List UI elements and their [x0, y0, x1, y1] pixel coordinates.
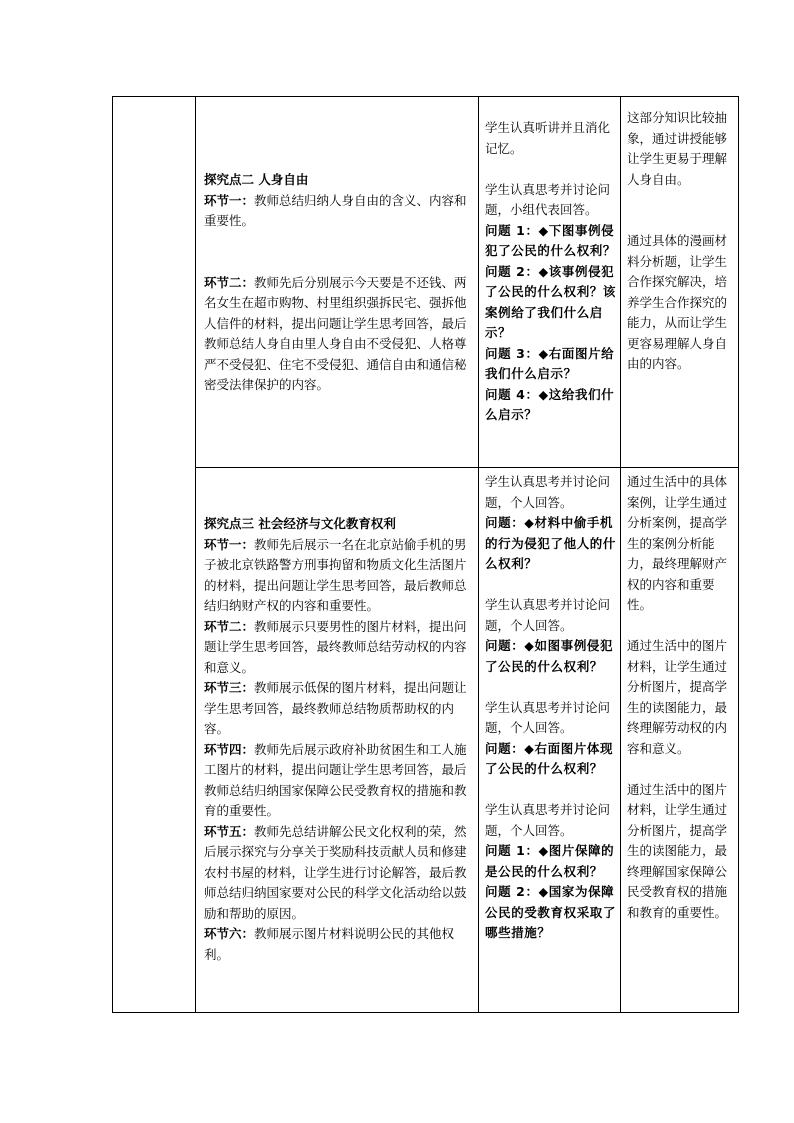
process-step: 环节一：教师总结归纳人身自由的含义、内容和重要性。	[204, 192, 467, 228]
process-step: 环节二：教师展示只要男性的图片材料，提出问题让学生思考回答，最终教师总结劳动权的内容和意义。	[204, 618, 467, 675]
row-divider	[195, 467, 739, 468]
design-intent: 通过生活中的具体案例，让学生通过分析案例，提高学生的案例分析能力，最终理解财产权的内容和重要性。	[627, 474, 728, 612]
row1-process-cell	[204, 170, 472, 396]
design-intent: 通过生活中的图片材料，让学生通过分析图片，提高学生的读图能力，最终理解劳动权的内容和意义。	[627, 638, 728, 756]
row2-process-cell	[204, 514, 472, 965]
design-intent: 通过具体的漫画材料分析题，让学生合作探究解决，培养学生合作探究的能力，从而让学生更容易理解人身自由的内容。	[627, 233, 728, 371]
process-step: 环节四：教师先后展示政府补助贫困生和工人施工图片的材料，提出问题让学生思考回答，最后教师总结归纳国家保障公民受教育权的措施和教育的重要性。	[204, 741, 467, 818]
question: 问题 2：◆国家为保障公民的受教育权采取了哪些措施？	[485, 884, 617, 940]
process-step: 环节一：教师先后展示一名在北京站偷手机的男子被北京铁路警方刑事拘留和物质文化生活图片的材料，提出问题让学生思考回答，最后教师总结归纳财产权的内容和重要性。	[204, 536, 467, 613]
column-line-1	[112, 96, 113, 1013]
section-heading: 探究点三 社会经济与文化教育权利	[204, 516, 396, 531]
student-activity: 学生认真思考并讨论问题，个人回答。	[485, 474, 611, 510]
column-line-2	[195, 96, 196, 1013]
question: 问题：◆如图事例侵犯了公民的什么权利？	[485, 638, 614, 674]
row1-intent-cell	[627, 108, 736, 375]
process-step: 环节三：教师展示低保的图片材料，提出问题让学生思考回答，最终教师总结物质帮助权的内容。	[204, 680, 467, 736]
process-step: 环节五：教师先总结讲解公民文化权利的荣，然后展示探究与分享关于奖励科技贡献人员和修建农村书屋的材料，让学生进行讨论解答，最后教师总结归纳国家要对公民的科学文化活动给以鼓励和帮助的原因。	[204, 823, 467, 921]
student-activity: 学生认真思考并讨论问题，个人回答。	[485, 802, 611, 838]
question: 问题：◆材料中偷手机的行为侵犯了他人的什么权利？	[485, 515, 617, 571]
process-step: 环节六：教师展示图片材料说明公民的其他权利。	[204, 926, 455, 962]
student-activity: 学生认真思考并讨论问题，个人回答。	[485, 597, 611, 633]
table-top-border	[112, 96, 739, 97]
process-step: 环节二：教师先后分别展示今天要是不还钱、两名女生在超市购物、村里组织强拆民宅、强拆他人信件的材料，提出问题让学生思考回答，最后教师总结人身自由里人身自由不受侵犯、人格尊严不受侵犯、住宅不受侵犯、通信自由和通信秘密受法律保护的内容。	[204, 274, 467, 392]
column-line-5	[738, 96, 739, 1013]
row2-intent-cell	[627, 472, 736, 923]
question: 问题 2：◆该事例侵犯了公民的什么权利？该案例给了我们什么启示？	[485, 263, 617, 340]
student-activity: 学生认真听讲并且消化记忆。	[485, 120, 611, 156]
row2-student-cell	[485, 472, 616, 944]
question: 问题 1：◆下图事例侵犯了公民的什么权利？	[485, 222, 617, 258]
section-heading: 探究点二 人身自由	[204, 172, 309, 187]
column-line-4	[620, 96, 621, 1013]
design-intent: 通过生活中的图片材料，让学生通过分析图片，提高学生的读图能力，最终理解国家保障公民受教育权的措施和教育的重要性。	[627, 781, 728, 920]
student-activity: 学生认真思考并讨论问题，个人回答。	[485, 699, 611, 735]
question: 问题 4：◆这给我们什么启示？	[485, 386, 615, 422]
table-bottom-border	[112, 1012, 739, 1013]
question: 问题 3：◆右面图片给我们什么启示？	[485, 345, 615, 381]
row1-student-cell	[485, 118, 616, 426]
question: 问题：◆右面图片体现了公民的什么权利？	[485, 740, 614, 776]
column-line-3	[478, 96, 479, 1013]
question: 问题 1：◆图片保障的是公民的什么权利？	[485, 843, 615, 879]
design-intent: 这部分知识比较抽象，通过讲授能够让学生更易于理解人身自由。	[627, 110, 728, 187]
student-activity: 学生认真思考并讨论问题，小组代表回答。	[485, 181, 611, 217]
